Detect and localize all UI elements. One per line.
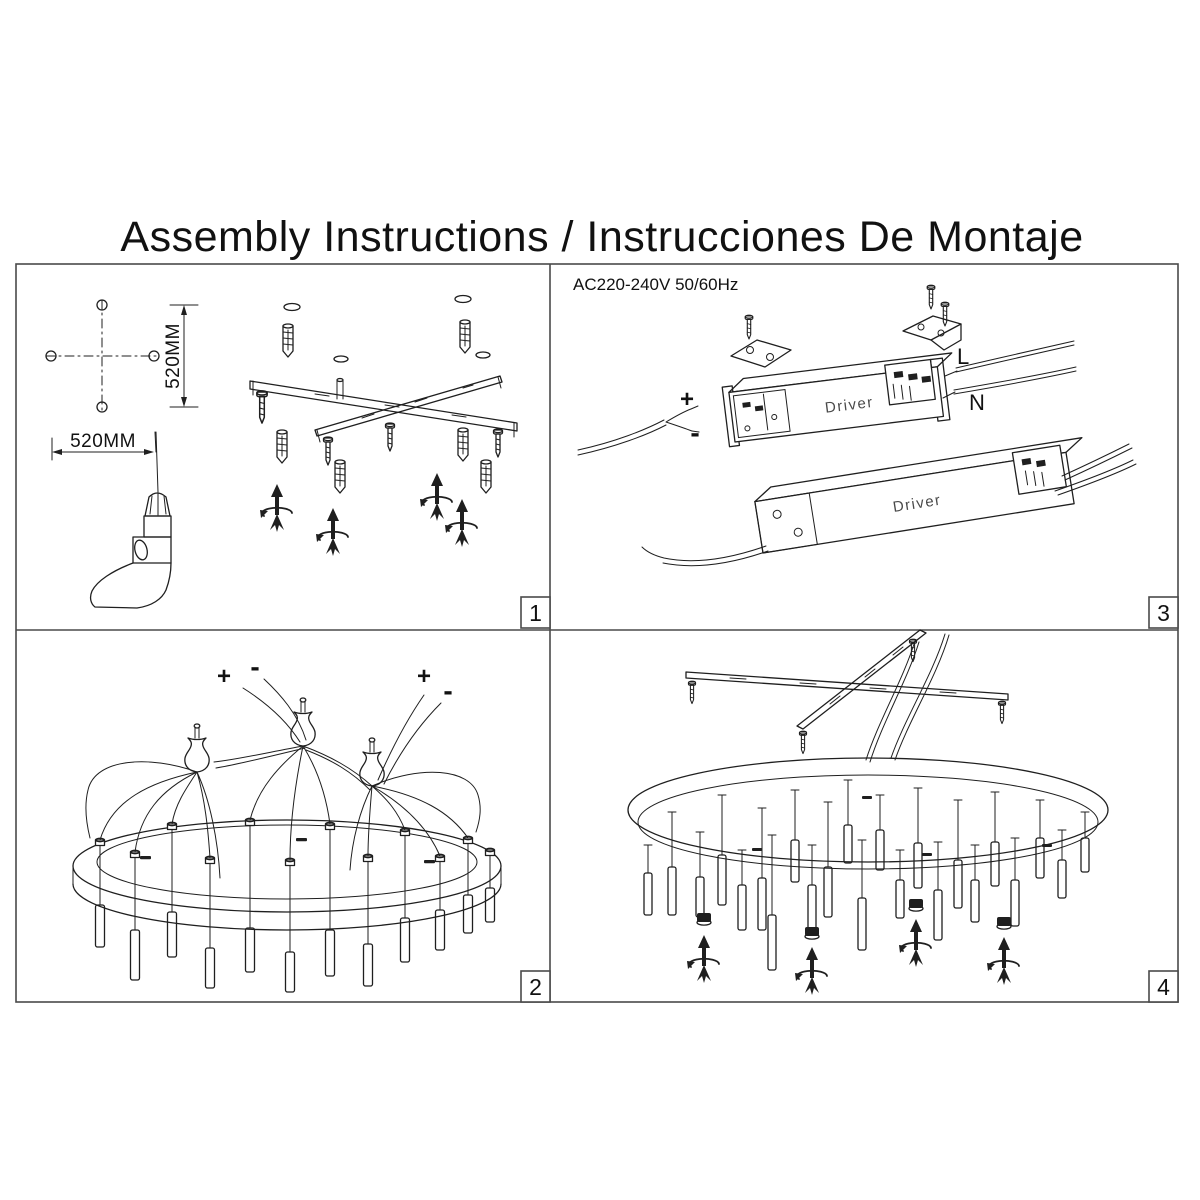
wire-junction-bulb — [291, 698, 315, 746]
panel-3-driver-wiring — [573, 275, 1178, 628]
feed1-plus-label: + — [216, 663, 232, 690]
panel-1-mounting-diagram — [46, 296, 550, 629]
rotate-arrow-icon — [987, 937, 1019, 985]
power-spec-label: AC220-240V 50/60Hz — [573, 275, 739, 294]
bracket-screw — [927, 285, 935, 309]
wall-anchor — [460, 320, 470, 353]
rod-end-cap — [909, 899, 923, 911]
mounting-screw — [257, 391, 267, 423]
dimension-vertical-label: 520MM — [163, 323, 184, 389]
bracket-screw — [998, 701, 1005, 723]
wire-junctions — [86, 679, 480, 878]
line-label: L — [957, 344, 970, 369]
panel-4-canopy-assembly — [628, 630, 1178, 1002]
polarity-minus-label: - — [690, 417, 700, 448]
step-number-box-4 — [1149, 971, 1178, 1002]
wall-anchor — [335, 460, 345, 493]
neutral-label: N — [969, 390, 985, 415]
bracket-screw — [745, 315, 753, 339]
ceiling-cross-bracket — [686, 630, 1008, 754]
feed2-plus-label: + — [416, 663, 432, 690]
mounting-screw — [324, 437, 333, 465]
canopy-minus-marks — [752, 796, 1052, 856]
ring-plate — [73, 820, 501, 930]
mounting-screw — [494, 429, 503, 457]
rod-end-cap — [697, 913, 711, 925]
drill-tool — [91, 432, 171, 608]
mains-wires — [943, 341, 1076, 415]
mounting-screw — [386, 423, 395, 451]
step-number: 1 — [529, 600, 542, 626]
wall-anchor — [277, 430, 287, 463]
bracket-screw — [941, 302, 949, 326]
feed1-minus-label: - — [250, 651, 260, 682]
drill-hole-pattern — [46, 300, 159, 412]
driver-unit-top — [721, 285, 961, 447]
rod-cap-tightening — [687, 899, 1019, 995]
dimension-horizontal-label: 520MM — [70, 431, 136, 452]
feed2-minus-label: - — [443, 675, 453, 706]
rotate-arrow-icon — [899, 919, 931, 967]
wall-anchor — [283, 324, 293, 357]
driver-label: Driver — [824, 393, 875, 417]
step-number: 2 — [529, 974, 542, 1000]
step-number-box-1 — [521, 597, 550, 628]
bracket-screw — [688, 681, 695, 703]
rotate-arrow-icon — [260, 484, 292, 532]
step-number: 3 — [1157, 600, 1170, 626]
dimension-horizontal — [52, 431, 156, 460]
rod-end-cap — [805, 927, 819, 939]
rotate-arrow-icon — [316, 508, 348, 556]
suspension-wires — [866, 634, 949, 762]
wall-anchor — [481, 460, 491, 493]
driver-label: Driver — [891, 491, 943, 517]
rotate-arrow-icon — [795, 947, 827, 995]
panel-frame — [16, 264, 1178, 1002]
dc-input-wire — [578, 386, 700, 455]
step-number-box-2 — [521, 971, 550, 1002]
rotate-arrow-icon — [445, 499, 477, 547]
dimension-vertical — [163, 305, 198, 407]
panel-2-ring-wiring — [73, 651, 550, 1002]
page-title: Assembly Instructions / Instrucciones De Montaje — [120, 213, 1084, 261]
wire-junction-bulb — [185, 724, 209, 772]
rotate-arrow-icon — [687, 935, 719, 983]
step-number-box-3 — [1149, 597, 1178, 628]
rotate-arrow-icon — [420, 473, 452, 521]
wall-anchor — [458, 428, 468, 461]
bracket-screw — [799, 731, 806, 753]
step-number: 4 — [1157, 974, 1170, 1000]
rod-end-cap — [997, 917, 1011, 929]
polarity-plus-label: + — [679, 386, 695, 413]
cross-bracket-assembly — [250, 296, 517, 557]
canopy-rods — [644, 780, 1089, 970]
driver-unit-bottom — [642, 438, 1136, 566]
